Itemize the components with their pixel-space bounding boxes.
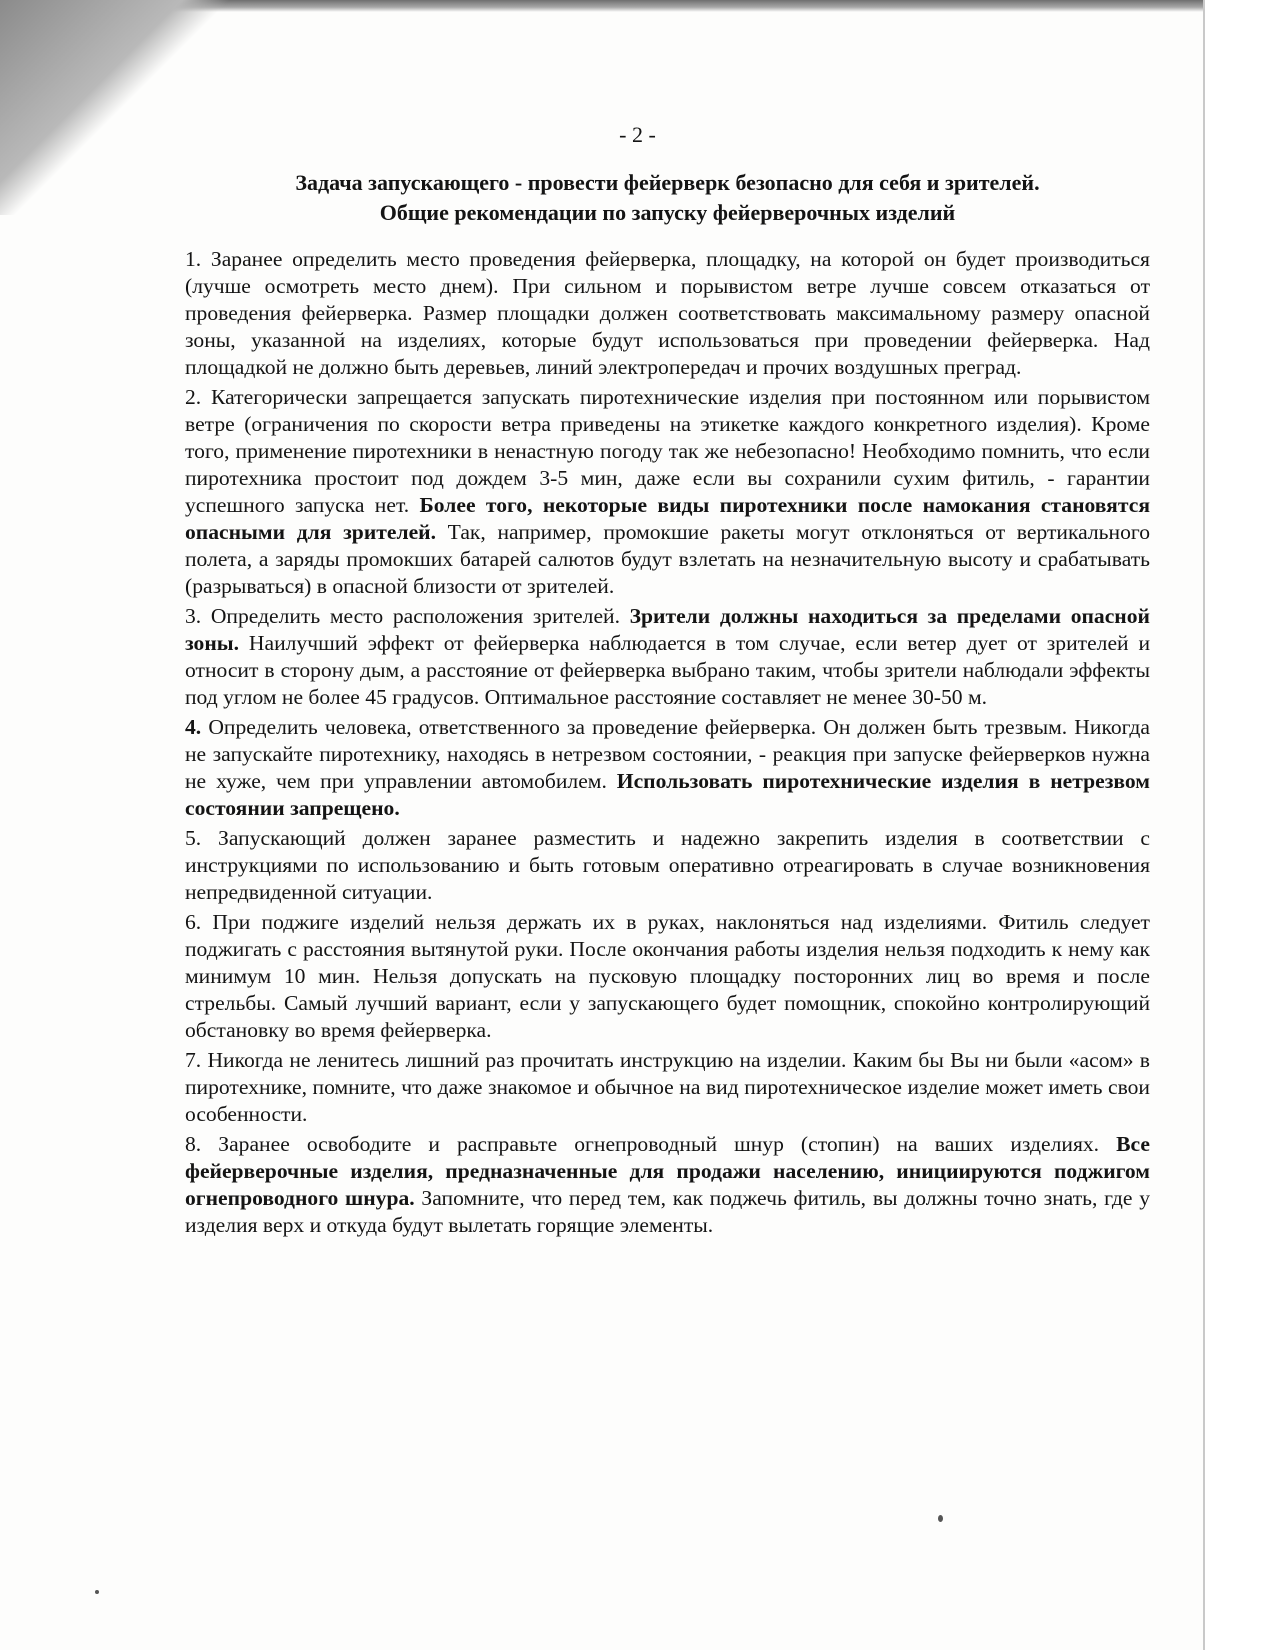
paragraph-6 <box>185 909 1150 1044</box>
paragraph-1 <box>185 246 1150 381</box>
paragraph-7 <box>185 1047 1150 1128</box>
scan-speck <box>938 1515 943 1522</box>
recommendations-list <box>185 246 1150 1242</box>
page-number: - 2 - <box>619 122 656 147</box>
paragraph-emphasis: Зрители должны находиться за пределами опасной зоны. <box>185 604 1150 655</box>
paragraph-emphasis: Все фейерверочные изделия, предназначенные для продажи населению, инициируются поджигом огнепроводного шнура. <box>185 1132 1150 1210</box>
paragraph-4 <box>185 714 1150 822</box>
paragraph-text: Определить человека, ответственного за проведение фейерверка. Он должен быть трезвым. Никогда не запускайте пиротехнику, находясь в нетрезвом состоянии, - реакция при запуске фейерверков нужна не хуже, чем при управлении автомобилем. <box>185 715 1150 793</box>
paragraph-text: Запомните, что перед тем, как поджечь фитиль, вы должны точно знать, где у изделия верх и откуда будут вылетать горящие элементы. <box>185 1186 1150 1237</box>
paragraph-text: 7. Никогда не ленитесь лишний раз прочитать инструкцию на изделии. Каким бы Вы ни были «асом» в пиротехнике, помните, что даже знакомое и обычное на вид пиротехническое изделие может иметь свои особенности. <box>185 1048 1150 1126</box>
paragraph-text: 1. Заранее определить место проведения фейерверка, площадку, на которой он будет производиться (лучше осмотреть место днем). При сильном и порывистом ветре лучше совсем отказаться от проведения фейерверка. Размер площадки должен соответствовать максимальному размеру опасной зоны, указанной на изделиях, которые будут использоваться при проведении фейерверка. Над площадкой не должно быть деревьев, линий электропередач и прочих воздушных преград. <box>185 247 1150 379</box>
paragraph-text: Наилучший эффект от фейерверка наблюдается в том случае, если ветер дует от зрителей и относит в сторону дым, а расстояние от фейерверка выбрано таким, чтобы зрители наблюдали эффекты под углом не более 45 градусов. Оптимальное расстояние составляет не менее 30-50 м. <box>185 631 1150 709</box>
scan-speck <box>95 1590 99 1594</box>
paragraph-3 <box>185 603 1150 711</box>
paragraph-text: Так, например, промокшие ракеты могут отклоняться от вертикального полета, а заряды промокших батарей салютов будут взлетать на незначительную высоту и срабатывать (разрываться) в опасной близости от зрителей. <box>185 520 1151 598</box>
paragraph-number: 4. <box>185 715 202 739</box>
scan-right-margin <box>1203 0 1275 1650</box>
page-heading <box>185 168 1150 228</box>
paragraph-text: 6. При поджиге изделий нельзя держать их в руках, наклоняться над изделиями. Фитиль следует поджигать с расстояния вытянутой руки. После окончания работы изделия нельзя подходить к нему как минимум 10 мин. Нельзя допускать на пусковую площадку посторонних лиц во время и после стрельбы. Самый лучший вариант, если у запускающего будет помощник, спокойно контролирующий обстановку во время фейерверка. <box>185 910 1150 1042</box>
paragraph-text: 3. Определить место расположения зрителей. <box>185 604 630 628</box>
paragraph-5 <box>185 825 1150 906</box>
paragraph-text: 5. Запускающий должен заранее разместить и надежно закрепить изделия в соответствии с инструкциями по использованию и быть готовым оперативно отреагировать в случае возникновения непредвиденной ситуации. <box>185 826 1150 904</box>
paragraph-text: 8. Заранее освободите и расправьте огнепроводный шнур (стопин) на ваших изделиях. <box>185 1132 1117 1156</box>
paragraph-text: 2. Категорически запрещается запускать пиротехнические изделия при постоянном или порывистом ветре (ограничения по скорости ветра приведены на этикетке каждого конкретного изделия). Кроме того, применение пиротехники в ненастную погоду так же небезопасно! Необходимо помнить, что если пиротехника простоит под дождем 3-5 мин, даже если вы сохранили сухим фитиль, - гарантии успешного запуска нет. <box>185 385 1150 517</box>
paragraph-2 <box>185 384 1150 600</box>
paragraph-emphasis: Использовать пиротехнические изделия в нетрезвом состоянии запрещено. <box>185 769 1150 820</box>
paragraph-emphasis: Более того, некоторые виды пиротехники после намокания становятся опасными для зрителей. <box>185 493 1150 544</box>
heading-line-1: Задача запускающего - провести фейерверк безопасно для себя и зрителей. <box>295 170 1040 195</box>
heading-line-2: Общие рекомендации по запуску фейерверочных изделий <box>379 200 956 225</box>
paragraph-8 <box>185 1131 1150 1239</box>
